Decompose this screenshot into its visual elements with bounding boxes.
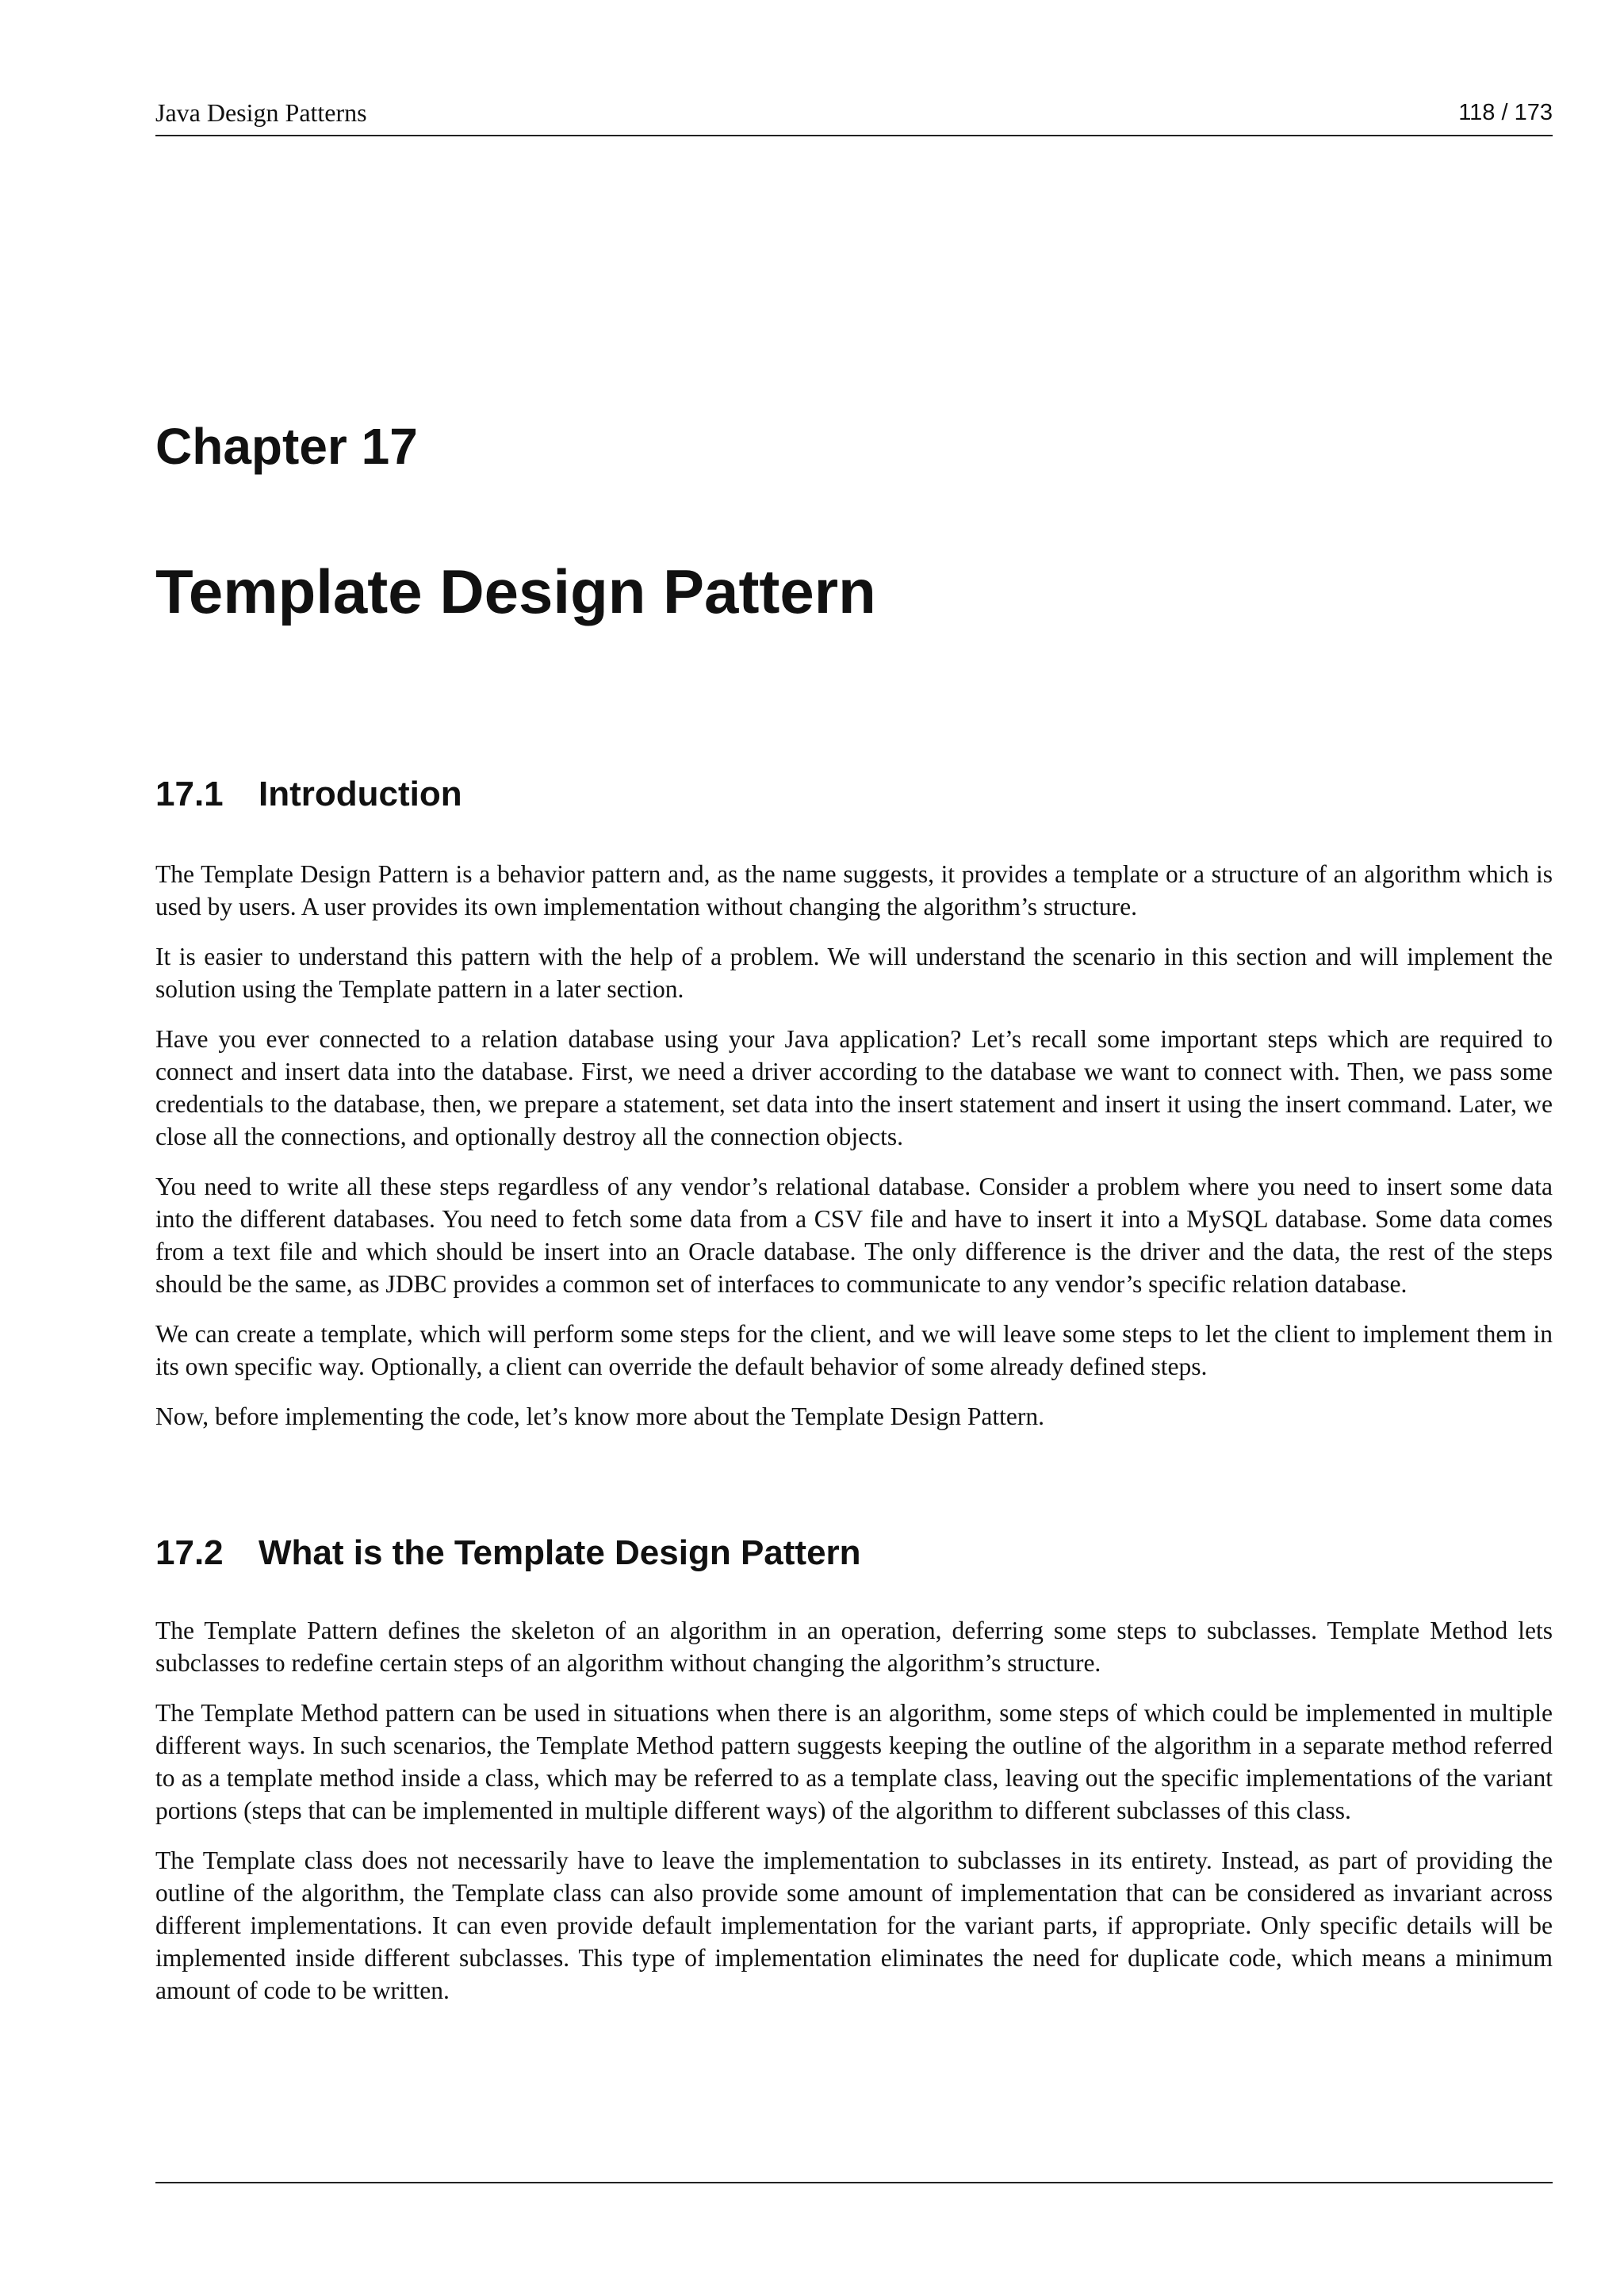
paragraph: The Template Method pattern can be used in situations when there is an algorithm, some steps of which could be implemented in multiple different ways. In such scenarios, the Template Method pattern suggests keeping the outline of the algorithm in a separate method referred to as a template method inside a class, which may be referred to as a template class, leaving out the specific implementations of the variant portions (steps that can be implemented in multiple different ways) of the algorithm to different subclasses of this class. [155,1699,1553,1824]
paragraph: Now, before implementing the code, let’s know more about the Template Design Pattern. [155,1402,1045,1430]
paragraph: We can create a template, which will perform some steps for the client, and we will leave some steps to let the client to implement them in its own specific way. Optionally, a client can override the default behavior of some already defined steps. [155,1320,1553,1380]
section-heading-introduction [155,772,462,817]
book-title: Java Design Patterns [155,98,367,127]
paragraph: The Template Pattern defines the skeleton of an algorithm in an operation, deferring some steps to subclasses. Template Method lets subclasses to redefine certain steps of an algorithm without changing the algorithm’s structure. [155,1617,1553,1677]
page-number: 118 / 173 [1458,100,1553,125]
section-heading-what-is-template [155,1531,861,1575]
paragraph: Have you ever connected to a relation database using your Java application? Let’s recall some important steps which are required to connect and insert data into the database. First, we need a driver according to the database we want to connect with. Then, we pass some credentials to the database, then, we prepare a statement, set data into the insert statement and insert it using the insert command. Later, we close all the connections, and optionally destroy all the connection objects. [155,1025,1553,1150]
section-number: 17.1 [155,775,224,813]
paragraph: The Template class does not necessarily have to leave the implementation to subclasses in its entirety. Instead, as part of providing the outline of the algorithm, the Template class can also provide some amount of implementation that can be considered as invariant across different implementations. It can even provide default implementation for the variant parts, if appropriate. Only specific details will be implemented inside different subclasses. This type of implementation eliminates the need for duplicate code, which means a minimum amount of code to be written. [155,1846,1553,2004]
section-title: Introduction [259,775,462,813]
paragraph: You need to write all these steps regardless of any vendor’s relational database. Consider a problem where you need to insert some data into the different databases. You need to fetch some data from a CSV file and have to insert it into a MySQL database. Some data comes from a text file and which should be insert into an Oracle database. The only difference is the driver and the data, the rest of the steps should be the same, as JDBC provides a common set of interfaces to communicate to any vendor’s specific relation database. [155,1173,1553,1298]
section-title: What is the Template Design Pattern [259,1533,861,1572]
chapter-label: Chapter 17 [155,418,418,475]
footer-rule [155,2182,1553,2183]
running-header [155,97,1553,136]
section-body-introduction [155,858,1553,1450]
paragraph: It is easier to understand this pattern with the help of a problem. We will understand the scenario in this section and will implement the solution using the Template pattern in a later section. [155,943,1553,1003]
paragraph: The Template Design Pattern is a behavior pattern and, as the name suggests, it provides a template or a structure of an algorithm which is used by users. A user provides its own implementation without changing the algorithm’s structure. [155,860,1553,920]
section-number: 17.2 [155,1533,224,1572]
section-body-what-is-template [155,1614,1553,2024]
chapter-title: Template Design Pattern [155,557,876,626]
